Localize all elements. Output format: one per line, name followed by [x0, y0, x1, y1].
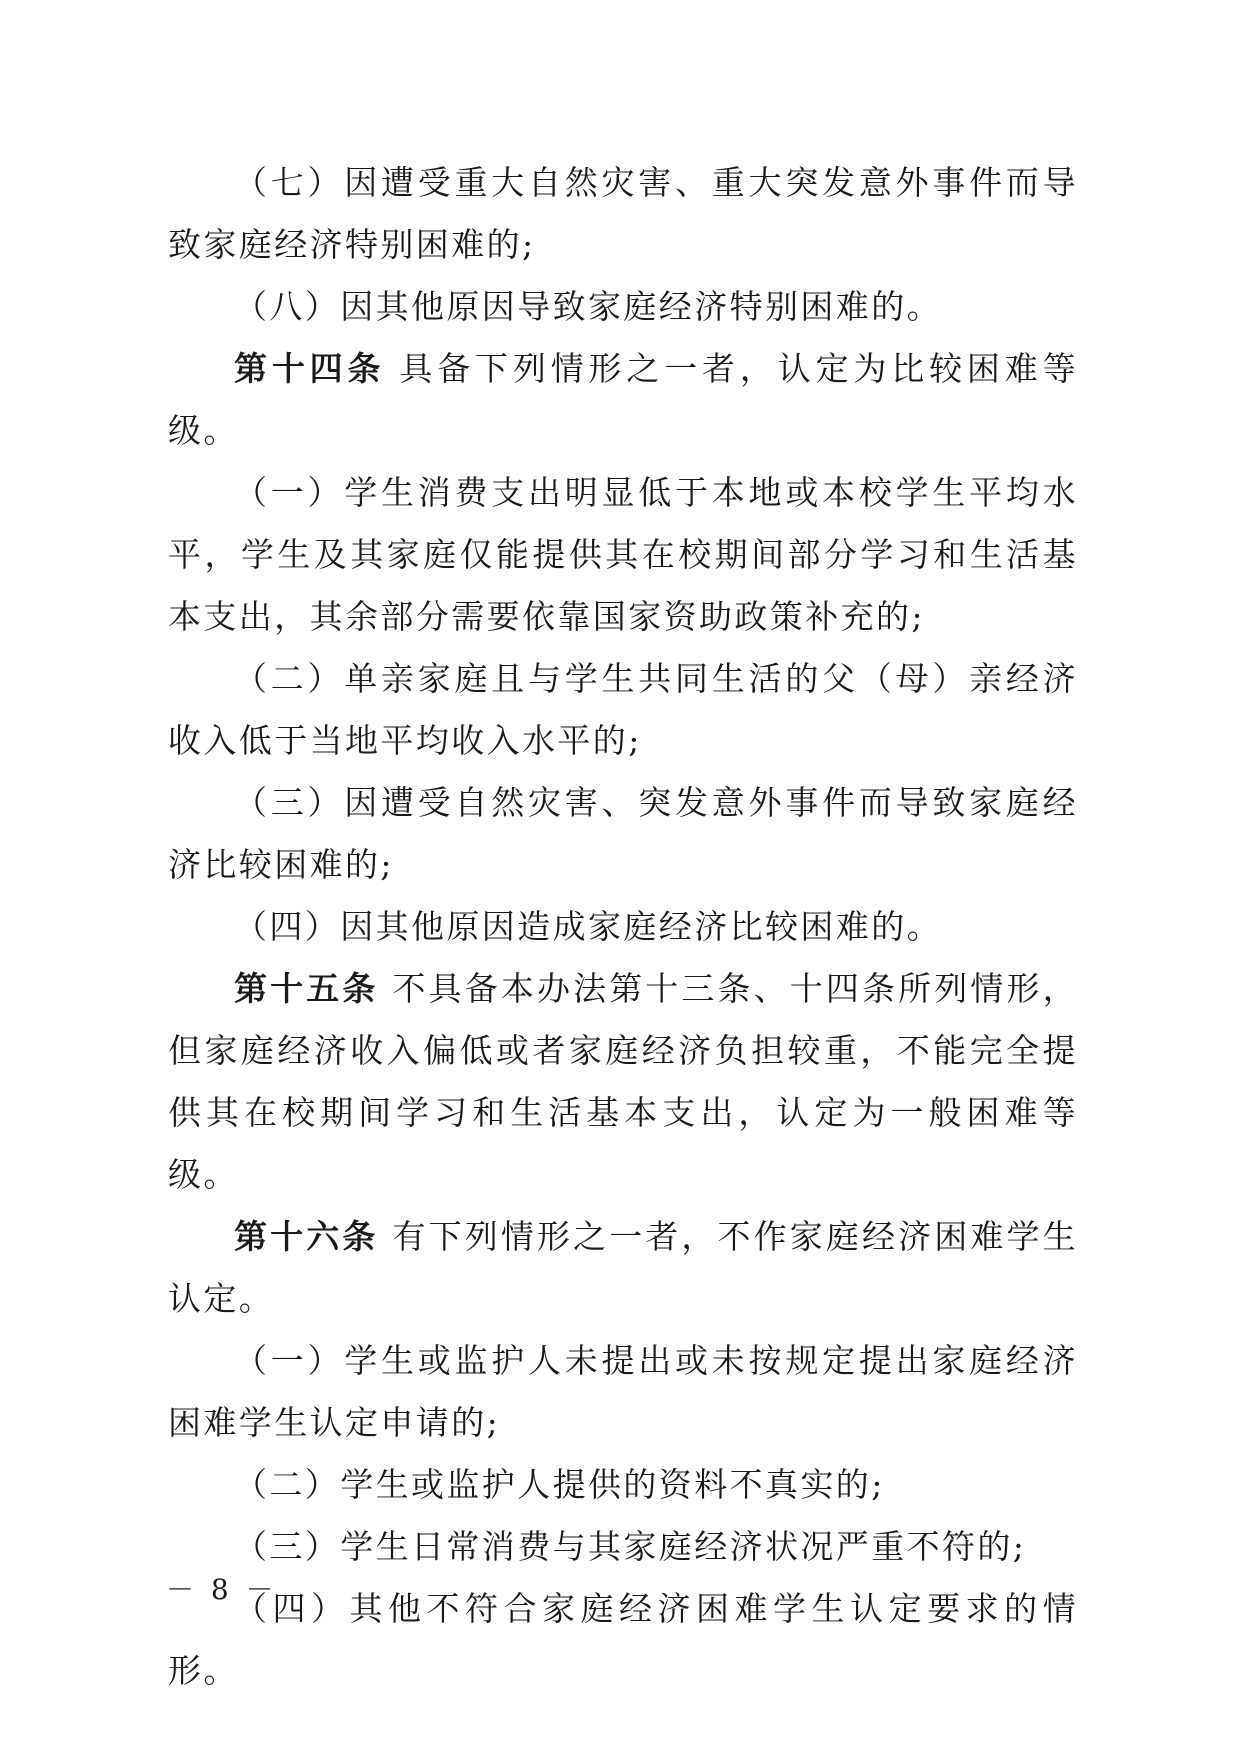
- article-16-item-3: [168, 1516, 1078, 1578]
- paragraph-text: （一）学生消费支出明显低于本地或本校学生平均水平，学生及其家庭仅能提供其在校期间部分学习和生活基本支出，其余部分需要依靠国家资助政策补充的;: [168, 473, 1078, 636]
- paragraph-text: （二）单亲家庭且与学生共同生活的父（母）亲经济收入低于当地平均收入水平的;: [168, 659, 1078, 760]
- article-16-item-2: [168, 1454, 1078, 1516]
- paragraph-text: （一）学生或监护人未提出或未按规定提出家庭经济困难学生认定申请的;: [168, 1341, 1078, 1442]
- paragraph-text: （三）因遭受自然灾害、突发意外事件而导致家庭经济比较困难的;: [168, 783, 1078, 884]
- article-14-item-4: [168, 896, 1078, 958]
- paragraph-text: （三）学生日常消费与其家庭经济状况严重不符的;: [234, 1527, 1027, 1566]
- paragraph-text: （四）因其他原因造成家庭经济比较困难的。: [234, 907, 942, 946]
- paragraph-text: （八）因其他原因导致家庭经济特别困难的。: [234, 287, 942, 326]
- paragraph-text: 有下列情形之一者，不作家庭经济困难学生认定。: [168, 1217, 1078, 1318]
- paragraph-text: （二）学生或监护人提供的资料不真实的;: [234, 1465, 885, 1504]
- document-body: [168, 152, 1078, 1702]
- article-heading: 第十四条: [234, 349, 386, 388]
- article-16-item-1: [168, 1330, 1078, 1454]
- paragraph-text: 具备下列情形之一者，认定为比较困难等级。: [168, 349, 1078, 450]
- paragraph-item-7: [168, 152, 1078, 276]
- article-16: [168, 1206, 1078, 1330]
- article-16-item-4: [168, 1578, 1078, 1702]
- paragraph-item-8: [168, 276, 1078, 338]
- article-14-item-2: [168, 648, 1078, 772]
- article-15: [168, 958, 1078, 1206]
- article-14-item-1: [168, 462, 1078, 648]
- paragraph-text: 不具备本办法第十三条、十四条所列情形，但家庭经济收入偏低或者家庭经济负担较重，不能完全提供其在校期间学习和生活基本支出，认定为一般困难等级。: [168, 969, 1078, 1194]
- article-heading: 第十五条: [234, 969, 379, 1008]
- paragraph-text: （七）因遭受重大自然灾害、重大突发意外事件而导致家庭经济特别困难的;: [168, 163, 1078, 264]
- article-14: [168, 338, 1078, 462]
- article-14-item-3: [168, 772, 1078, 896]
- paragraph-text: （四）其他不符合家庭经济困难学生认定要求的情形。: [168, 1589, 1078, 1690]
- article-heading: 第十六条: [234, 1217, 379, 1256]
- page-number: － 8 －: [166, 1573, 278, 1606]
